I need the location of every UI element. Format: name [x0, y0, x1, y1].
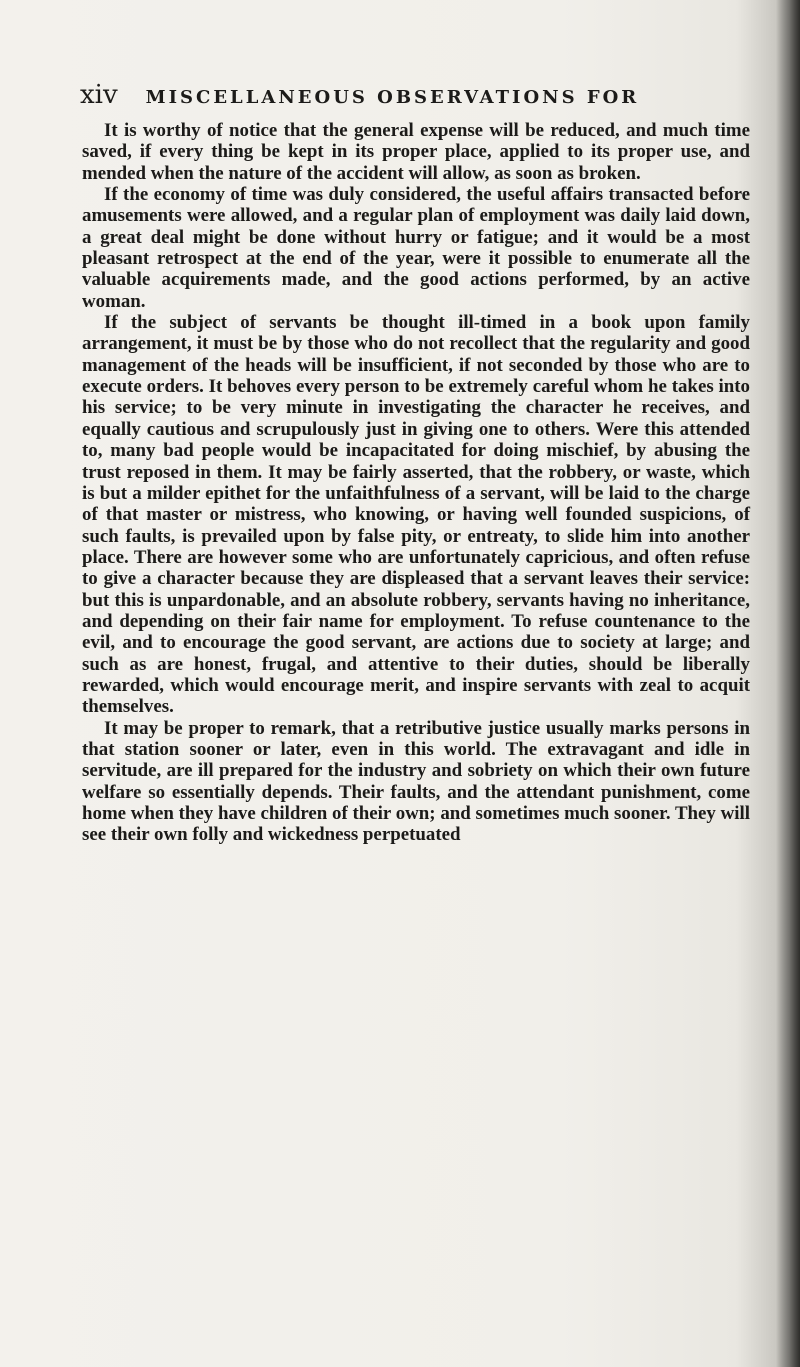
- body-text: [82, 120, 750, 846]
- page-number: xiv: [80, 80, 118, 110]
- paragraph: If the subject of servants be thought ill-timed in a book upon family arrangement, it must be by those who do not recollect that the regularity and good management of the heads will be insufficient, if not seconded by those who are to execute orders. It behoves every person to be extremely careful whom he takes into his service; to be very minute in investigating the character he receives, and equally cautious and scrupulously just in giving one to others. Were this attended to, many bad people would be incapacitated for doing mischief, by abusing the trust reposed in them. It may be fairly asserted, that the robbery, or waste, which is but a milder epithet for the unfaithfulness of a servant, will be laid to the charge of that master or mistress, who knowing, or having well founded suspicions, of such faults, is prevailed upon by false pity, or entreaty, to slide him into another place. There are however some who are unfortunately capricious, and often refuse to give a character because they are displeased that a servant leaves their service: but this is unpardonable, and an absolute robbery, servants having no inheritance, and depending on their fair name for employment. To refuse countenance to the evil, and to encourage the good servant, are actions due to society at large; and such as are honest, frugal, and attentive to their duties, should be liberally rewarded, which would encourage merit, and inspire servants with zeal to acquit themselves.: [82, 312, 750, 718]
- paragraph: It is worthy of notice that the general expense will be reduced, and much time saved, if every thing be kept in its proper place, applied to its proper use, and mended when the nature of the accident will allow, as soon as broken.: [82, 120, 750, 184]
- paragraph: It may be proper to remark, that a retributive justice usually marks persons in that station sooner or later, even in this world. The extravagant and idle in servitude, are ill prepared for the industry and sobriety on which their own future welfare so essentially depends. Their faults, and the attendant punishment, come home when they have children of their own; and sometimes much sooner. They will see their own folly and wickedness perpetuated: [82, 717, 750, 846]
- running-title: MISCELLANEOUS OBSERVATIONS FOR: [145, 87, 640, 108]
- book-spine-shadow: [776, 0, 800, 1367]
- paragraph: If the economy of time was duly considered, the useful affairs transacted before amusements were allowed, and a regular plan of employment was daily laid down, a great deal might be done without hurry or fatigue; and it would be a most pleasant retrospect at the end of the year, were it possible to enumerate all the valuable acquirements made, and the good actions performed, by an active woman.: [82, 184, 750, 312]
- page-header: [80, 80, 730, 110]
